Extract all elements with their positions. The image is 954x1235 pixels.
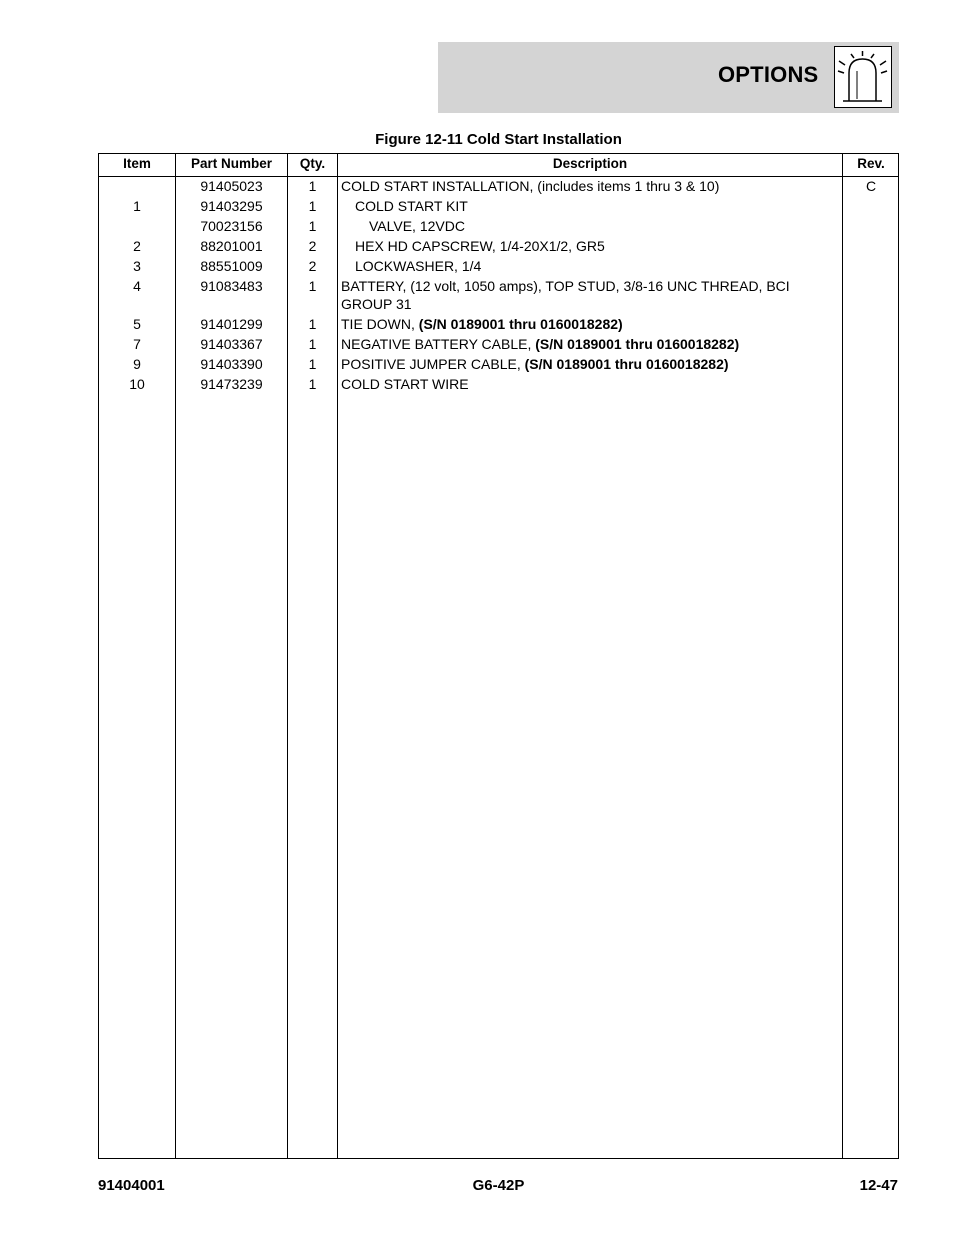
description-text: POSITIVE JUMPER CABLE, bbox=[341, 356, 525, 372]
description-cell bbox=[341, 197, 811, 215]
item-cell: 5 bbox=[133, 316, 141, 332]
serial-range-text: (S/N 0189001 thru 0160018282) bbox=[535, 336, 740, 352]
description-cell bbox=[341, 237, 811, 255]
serial-range-text: (S/N 0189001 thru 0160018282) bbox=[418, 316, 623, 332]
part-number-cell: 91403367 bbox=[200, 336, 263, 352]
part-number-cell: 91401299 bbox=[200, 316, 263, 332]
description-text: TIE DOWN, bbox=[341, 316, 419, 332]
column-header-item: Item bbox=[123, 156, 151, 171]
description-text: BATTERY, (12 volt, 1050 amps), TOP STUD, 3/8-16 UNC THREAD, BCI GROUP 31 bbox=[341, 278, 794, 312]
item-cell: 7 bbox=[133, 336, 141, 352]
part-number-cell: 91083483 bbox=[200, 278, 263, 294]
description-text: COLD START INSTALLATION, (includes items 1 thru 3 & 10) bbox=[341, 178, 720, 194]
footer-document-number: 91404001 bbox=[98, 1177, 165, 1194]
description-text: NEGATIVE BATTERY CABLE, bbox=[341, 336, 536, 352]
item-cell: 3 bbox=[133, 258, 141, 274]
description-cell bbox=[341, 177, 811, 195]
column-divider bbox=[337, 154, 338, 1158]
part-number-cell: 70023156 bbox=[200, 218, 263, 234]
part-number-cell: 91473239 bbox=[200, 376, 263, 392]
description-cell bbox=[341, 335, 811, 353]
description-cell bbox=[341, 217, 811, 235]
item-cell: 4 bbox=[133, 278, 141, 294]
item-cell: 9 bbox=[133, 356, 141, 372]
qty-cell: 1 bbox=[308, 218, 317, 234]
column-divider bbox=[175, 154, 176, 1158]
description-text: HEX HD CAPSCREW, 1/4-20X1/2, GR5 bbox=[355, 238, 605, 254]
description-cell bbox=[341, 257, 811, 275]
rev-cell: C bbox=[865, 178, 877, 194]
description-cell bbox=[341, 277, 811, 313]
column-divider bbox=[287, 154, 288, 1158]
qty-cell: 1 bbox=[308, 278, 317, 294]
part-number-cell: 88201001 bbox=[200, 238, 263, 254]
section-title: OPTIONS bbox=[718, 62, 819, 87]
part-number-cell: 91405023 bbox=[200, 178, 263, 194]
part-number-cell: 88551009 bbox=[200, 258, 263, 274]
column-header-rev: Rev. bbox=[857, 156, 885, 171]
description-text: COLD START KIT bbox=[355, 198, 468, 214]
description-text: LOCKWASHER, 1/4 bbox=[355, 258, 482, 274]
part-number-cell: 91403390 bbox=[200, 356, 263, 372]
header-banner bbox=[438, 42, 899, 113]
qty-cell: 1 bbox=[308, 198, 317, 214]
qty-cell: 1 bbox=[308, 316, 317, 332]
serial-range-text: (S/N 0189001 thru 0160018282) bbox=[524, 356, 729, 372]
item-cell: 10 bbox=[129, 376, 145, 392]
footer-model: G6-42P bbox=[472, 1177, 525, 1194]
qty-cell: 1 bbox=[308, 376, 317, 392]
footer-page-number: 12-47 bbox=[859, 1177, 898, 1194]
beacon-light-icon bbox=[834, 46, 892, 108]
qty-cell: 2 bbox=[308, 258, 317, 274]
column-header-description: Description bbox=[552, 156, 628, 171]
qty-cell: 2 bbox=[308, 238, 317, 254]
qty-cell: 1 bbox=[308, 178, 317, 194]
parts-table bbox=[98, 153, 899, 1159]
description-cell bbox=[341, 315, 811, 333]
description-cell bbox=[341, 375, 811, 393]
column-divider bbox=[842, 154, 843, 1158]
part-number-cell: 91403295 bbox=[200, 198, 263, 214]
column-header-qty: Qty. bbox=[299, 156, 326, 171]
description-text: COLD START WIRE bbox=[341, 376, 469, 392]
figure-title: Figure 12-11 Cold Start Installation bbox=[375, 131, 622, 148]
qty-cell: 1 bbox=[308, 356, 317, 372]
item-cell: 1 bbox=[133, 198, 141, 214]
qty-cell: 1 bbox=[308, 336, 317, 352]
description-cell bbox=[341, 355, 811, 373]
column-header-part-number: Part Number bbox=[190, 156, 273, 171]
item-cell: 2 bbox=[133, 238, 141, 254]
description-text: VALVE, 12VDC bbox=[369, 218, 465, 234]
